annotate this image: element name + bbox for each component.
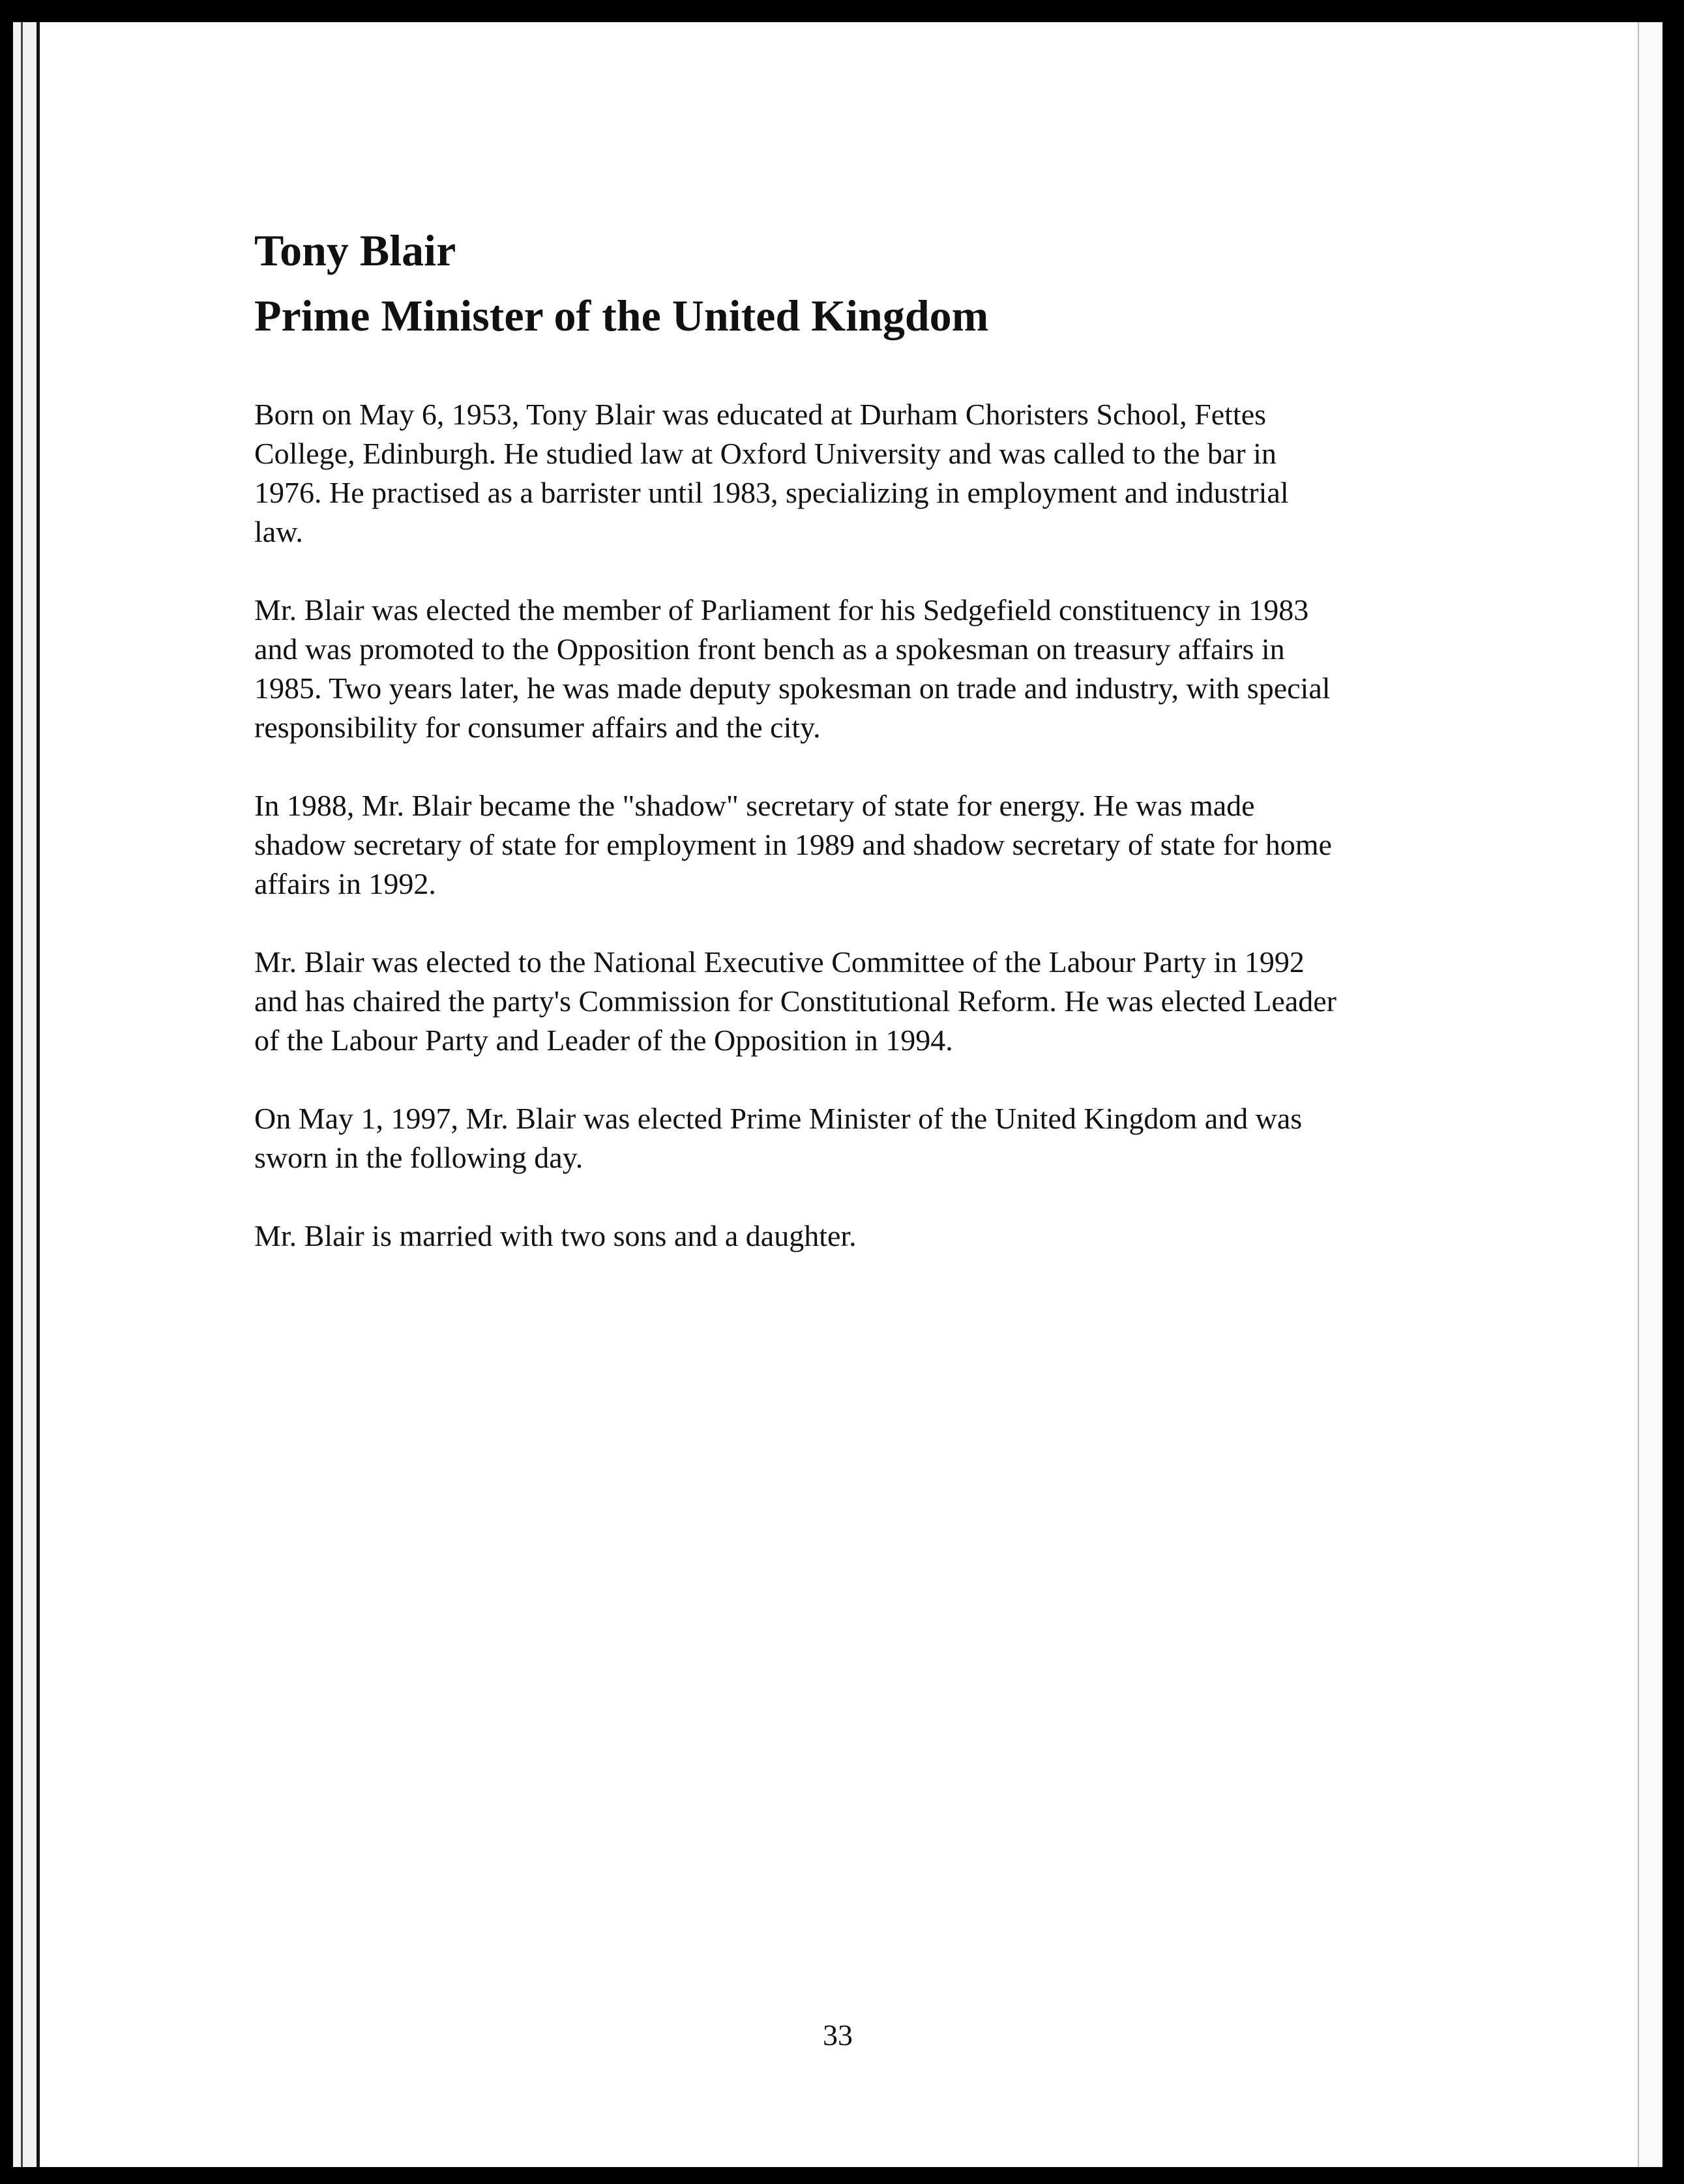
paragraph-education: Born on May 6, 1953, Tony Blair was educated at Durham Choristers School, Fettes College, Edinburgh. He studied law at Oxford University and was called to the bar in 1976. He practised as a barrister until 1983, specializing in employment and industrial law. [254,398,1289,548]
document-page [13,22,1662,2167]
document-body [254,395,1343,1256]
paragraph-family: Mr. Blair is married with two sons and a daughter. [254,1219,857,1252]
document-content [254,218,1343,1295]
page-right-edge [1638,22,1662,2167]
page-number: 33 [823,2018,853,2052]
paragraph-shadow-secretary: In 1988, Mr. Blair became the "shadow" secretary of state for energy. He was made shadow secretary of state for employment in 1989 and shadow secretary of state for home affairs in 1992. [254,789,1332,900]
title-name: Tony Blair [254,226,456,275]
document-title [254,218,1343,348]
paragraph-parliament: Mr. Blair was elected the member of Parliament for his Sedgefield constituency in 1983 and was promoted to the Opposition front bench as a spokesman on treasury affairs in 1985. Two years later, he was made deputy spokesman on trade and industry, with special responsibility for consumer affairs and the city. [254,593,1331,744]
paragraph-labour-leader: Mr. Blair was elected to the National Executive Committee of the Labour Party in 1992 and has chaired the party's Commission for Constitutional Reform. He was elected Leader of the Labour Party and Leader of the Opposition in 1994. [254,945,1337,1057]
page-binding-edge [13,22,40,2167]
paragraph-prime-minister: On May 1, 1997, Mr. Blair was elected Prime Minister of the United Kingdom and was sworn in the following day. [254,1102,1303,1174]
title-position: Prime Minister of the United Kingdom [254,291,989,340]
